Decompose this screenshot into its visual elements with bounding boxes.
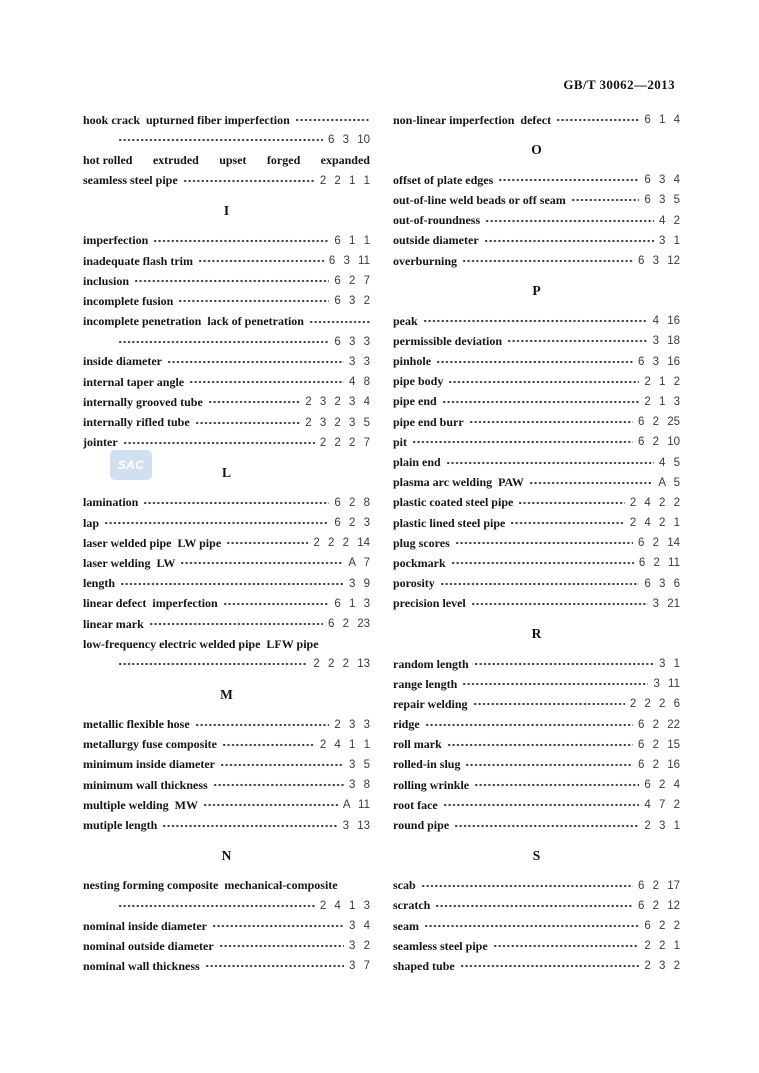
entry-ref: 6 2 10: [638, 436, 680, 449]
entry-ref: 6 3 2: [334, 295, 370, 308]
index-entry: [83, 291, 370, 311]
leader-dots: [412, 436, 633, 448]
entry-term: incomplete fusion: [83, 293, 174, 308]
index-column-left: [83, 110, 370, 977]
index-entry: [393, 654, 680, 674]
leader-dots: [167, 356, 344, 368]
entry-ref: 6 2 23: [328, 618, 370, 631]
entry-term: internally rifled tube: [83, 415, 190, 430]
entry-ref: 2 2 2 7: [319, 436, 370, 449]
entry-term: root face: [393, 797, 438, 812]
entry-term: laser welded pipe LW pipe: [83, 535, 222, 550]
entry-ref: 6 2 12: [638, 899, 680, 912]
leader-dots: [198, 255, 324, 267]
index-entry: [83, 493, 370, 513]
entry-term: imperfection: [83, 233, 149, 248]
entry-term: pockmark: [393, 555, 446, 570]
entry-term: pit: [393, 434, 408, 449]
entry-term: plain end: [393, 455, 441, 470]
index-entry: [83, 956, 370, 976]
leader-dots: [485, 215, 654, 227]
leader-dots: [518, 497, 625, 509]
leader-dots: [208, 396, 300, 408]
index-entry: [393, 715, 680, 735]
section-letter: N: [221, 847, 232, 863]
entry-term: incomplete penetration lack of penetration: [83, 314, 304, 329]
index-entry: [83, 110, 370, 130]
index-entry: [83, 271, 370, 291]
entry-ref: A 7: [348, 557, 370, 570]
leader-dots: [134, 275, 329, 287]
leader-dots: [309, 316, 370, 328]
entry-ref: 2 3 2 3 5: [305, 416, 370, 429]
leader-dots: [219, 940, 344, 952]
index-entry: [83, 231, 370, 251]
entry-ref: A 11: [342, 799, 370, 812]
leader-dots: [462, 678, 648, 690]
index-entry: [393, 896, 680, 916]
index-entry: [393, 170, 680, 190]
leader-dots: [195, 719, 330, 731]
index-entry: [393, 493, 680, 513]
leader-dots: [220, 759, 344, 771]
leader-dots: [460, 960, 640, 972]
index-entry: [393, 694, 680, 714]
entry-ref: 3 13: [342, 819, 370, 832]
entry-ref: 3 4: [349, 920, 370, 933]
entry-term: pipe end burr: [393, 414, 464, 429]
entry-ref: 2 4 1 3: [319, 899, 370, 912]
entry-ref: 3 3: [349, 355, 370, 368]
entry-term: lamination: [83, 495, 139, 510]
entry-ref: 3 9: [349, 577, 370, 590]
entry-ref: 6 3 12: [638, 255, 680, 268]
entry-term: nominal wall thickness: [83, 958, 200, 973]
index-entry: [393, 190, 680, 210]
index-entry: [393, 956, 680, 976]
index-entry: [83, 795, 370, 815]
leader-dots: [183, 175, 315, 187]
leader-dots: [118, 336, 329, 348]
entry-ref: 6 2 2: [644, 920, 680, 933]
leader-dots: [195, 417, 301, 429]
index-entry-continuation: [83, 654, 370, 674]
leader-dots: [222, 739, 315, 751]
index-entry: [83, 775, 370, 795]
leader-dots: [454, 820, 639, 832]
leader-dots: [474, 658, 654, 670]
entry-ref: 6 3 4: [644, 174, 680, 187]
leader-dots: [471, 598, 648, 610]
index-entry: [83, 150, 370, 170]
entry-ref: 6 3 11: [328, 255, 370, 268]
entry-term-word: hot rolled: [83, 152, 133, 167]
leader-dots: [226, 537, 308, 549]
leader-dots: [203, 799, 338, 811]
leader-dots: [529, 477, 653, 489]
entry-term: plasma arc welding PAW: [393, 475, 524, 490]
entry-ref: 6 2 4: [644, 779, 680, 792]
entry-ref: 6 2 25: [638, 416, 680, 429]
entry-ref: 2 3 1: [644, 819, 680, 832]
entry-term: porosity: [393, 576, 435, 591]
leader-dots: [189, 376, 344, 388]
index-entry: [83, 352, 370, 372]
entry-ref: 6 2 3: [334, 517, 370, 530]
entry-term: internally grooved tube: [83, 394, 203, 409]
index-entry: [393, 574, 680, 594]
leader-dots: [493, 940, 640, 952]
entry-term: mutiple length: [83, 818, 158, 833]
entry-term: scab: [393, 878, 416, 893]
entry-term: peak: [393, 313, 418, 328]
section-letter: I: [223, 202, 230, 218]
index-entry: [393, 916, 680, 936]
leader-dots: [123, 437, 315, 449]
index-entry: [83, 755, 370, 775]
index-entry: [393, 775, 680, 795]
index-entry: [83, 936, 370, 956]
entry-term: nesting forming composite mechanical-composite: [83, 878, 338, 893]
leader-dots: [556, 114, 639, 126]
entry-term: minimum inside diameter: [83, 757, 215, 772]
entry-ref: 3 8: [349, 779, 370, 792]
entry-term: linear mark: [83, 616, 144, 631]
entry-ref: 6 2 15: [638, 738, 680, 751]
leader-dots: [571, 194, 640, 206]
leader-dots: [118, 900, 315, 912]
entry-term: inside diameter: [83, 354, 162, 369]
index-entry: [393, 211, 680, 231]
entry-ref: 6 3 5: [644, 194, 680, 207]
index-entry: [83, 594, 370, 614]
entry-ref: 6 2 8: [334, 496, 370, 509]
entry-term: lap: [83, 515, 100, 530]
entry-term: rolling wrinkle: [393, 777, 470, 792]
entry-ref: 6 1 3: [334, 597, 370, 610]
leader-dots: [423, 315, 648, 327]
index-entry: [393, 876, 680, 896]
entry-ref: 2 3 3: [334, 718, 370, 731]
entry-term: seam: [393, 918, 419, 933]
entry-term: metallurgy fuse composite: [83, 737, 217, 752]
leader-dots: [118, 658, 308, 670]
leader-dots: [104, 517, 329, 529]
leader-dots: [223, 598, 330, 610]
index-entry: [393, 311, 680, 331]
entry-ref: 4 7 2: [644, 799, 680, 812]
entry-term: offset of plate edges: [393, 172, 494, 187]
index-entry-continuation: [83, 171, 370, 191]
leader-dots: [455, 537, 633, 549]
entry-term: out-of-roundness: [393, 213, 481, 228]
entry-term: plastic lined steel pipe: [393, 515, 506, 530]
entry-ref: 6 3 3: [334, 335, 370, 348]
index-entry: [393, 110, 680, 130]
index-entry: [393, 372, 680, 392]
entry-term: shaped tube: [393, 958, 455, 973]
entry-ref: 2 1 3: [644, 395, 680, 408]
index-entry: [393, 735, 680, 755]
entry-ref: 6 3 16: [638, 355, 680, 368]
leader-dots: [153, 235, 329, 247]
entry-term: length: [83, 576, 116, 591]
entry-ref: 6 1 4: [644, 114, 680, 127]
index-entry: [83, 916, 370, 936]
entry-ref: 3 2: [349, 940, 370, 953]
entry-ref: 3 5: [349, 758, 370, 771]
leader-dots: [212, 920, 344, 932]
index-entry: [393, 795, 680, 815]
leader-dots: [451, 557, 634, 569]
entry-term: rolled-in slug: [393, 757, 461, 772]
section-letter: R: [531, 625, 542, 641]
entry-term: hook crack upturned fiber imperfection: [83, 112, 290, 127]
leader-dots: [465, 759, 633, 771]
entry-term: pipe body: [393, 374, 444, 389]
entry-ref: 2 3 2 3 4: [305, 396, 370, 409]
entry-ref: 2 4 1 1: [319, 738, 370, 751]
entry-term: nominal outside diameter: [83, 938, 214, 953]
index-entry: [393, 392, 680, 412]
index-entry: [393, 452, 680, 472]
leader-dots: [421, 880, 633, 892]
index-entry: [83, 513, 370, 533]
entry-term-word: forged: [266, 152, 301, 167]
sac-watermark-text: SAC: [117, 458, 145, 472]
entry-term: minimum wall thickness: [83, 777, 208, 792]
section-letter: S: [532, 847, 541, 863]
entry-term: scratch: [393, 898, 431, 913]
index-entry: [83, 735, 370, 755]
leader-dots: [442, 396, 640, 408]
leader-dots: [295, 114, 370, 126]
entry-ref: 2 2 2 13: [313, 658, 370, 671]
index-entry: [83, 433, 370, 453]
entry-term: round pipe: [393, 818, 450, 833]
leader-dots: [446, 457, 654, 469]
index-entry: [83, 876, 370, 896]
entry-ref: 3 18: [652, 335, 680, 348]
leader-dots: [447, 739, 633, 751]
entry-term: seamless steel pipe: [393, 938, 488, 953]
entry-ref: 6 2 11: [638, 557, 680, 570]
entry-ref: 4 2: [659, 214, 680, 227]
leader-dots: [484, 235, 654, 247]
entry-ref: 4 5: [659, 456, 680, 469]
section-letter: O: [531, 142, 542, 158]
index-entry: [393, 553, 680, 573]
entry-ref: 6 2 14: [638, 537, 680, 550]
entry-ref: 3 1: [659, 234, 680, 247]
index-entry: [393, 815, 680, 835]
section-letter: P: [532, 283, 541, 299]
entry-term: jointer: [83, 435, 118, 450]
index-entry: [83, 251, 370, 271]
entry-term: out-of-line weld beads or off seam: [393, 192, 566, 207]
leader-dots: [205, 960, 344, 972]
entry-ref: 6 2 17: [638, 879, 680, 892]
entry-term: random length: [393, 656, 469, 671]
entry-term: outside diameter: [393, 233, 479, 248]
index-entry: [83, 372, 370, 392]
entry-term: internal taper angle: [83, 374, 185, 389]
entry-ref: 2 3 2: [644, 960, 680, 973]
leader-dots: [120, 578, 344, 590]
leader-dots: [149, 618, 323, 630]
entry-ref: 2 2 2 14: [313, 537, 370, 550]
entry-term: repair welding: [393, 696, 468, 711]
entry-ref: 4 8: [349, 376, 370, 389]
leader-dots: [462, 255, 633, 267]
entry-term: linear defect imperfection: [83, 596, 218, 611]
leader-dots: [162, 820, 337, 832]
entry-term: overburning: [393, 253, 458, 268]
leader-dots: [424, 920, 639, 932]
entry-term: seamless steel pipe: [83, 173, 178, 188]
entry-ref: 6 2 7: [334, 275, 370, 288]
entry-ref: 6 3 10: [328, 134, 370, 147]
entry-term: metallic flexible hose: [83, 717, 190, 732]
entry-ref: 2 2 1 1: [319, 174, 370, 187]
leader-dots: [440, 578, 640, 590]
index-entry: [83, 412, 370, 432]
entry-ref: 2 4 2 2: [629, 496, 680, 509]
index-entry-continuation: [83, 896, 370, 916]
entry-ref: 6 2 22: [638, 718, 680, 731]
entry-term: nominal inside diameter: [83, 918, 208, 933]
entry-ref: 2 4 2 1: [629, 517, 680, 530]
entry-term: roll mark: [393, 737, 442, 752]
index-entry: [83, 815, 370, 835]
index-entry-continuation: [83, 130, 370, 150]
entry-term: precision level: [393, 596, 466, 611]
index-entry-continuation: [83, 332, 370, 352]
index-entry: [393, 533, 680, 553]
entry-ref: 2 2 2 6: [629, 698, 680, 711]
leader-dots: [510, 517, 624, 529]
entry-term: ridge: [393, 717, 420, 732]
entry-term: permissible deviation: [393, 333, 503, 348]
index-entry: [393, 755, 680, 775]
index-columns: [83, 110, 680, 977]
index-entry: [83, 634, 370, 654]
entry-term: range length: [393, 676, 458, 691]
entry-ref: 6 3 6: [644, 577, 680, 590]
entry-term: multiple welding MW: [83, 797, 199, 812]
entry-term: inclusion: [83, 273, 130, 288]
entry-term: inadequate flash trim: [83, 253, 194, 268]
leader-dots: [473, 698, 625, 710]
index-entry: [393, 331, 680, 351]
leader-dots: [435, 900, 633, 912]
index-entry: [393, 251, 680, 271]
leader-dots: [213, 779, 344, 791]
leader-dots: [469, 416, 633, 428]
entry-ref: 3 21: [652, 597, 680, 610]
leader-dots: [448, 376, 639, 388]
index-entry: [393, 473, 680, 493]
leader-dots: [143, 497, 329, 509]
index-entry: [83, 533, 370, 553]
index-entry: [393, 352, 680, 372]
index-entry: [83, 392, 370, 412]
entry-term: plug scores: [393, 535, 450, 550]
index-entry: [393, 513, 680, 533]
index-entry: [393, 674, 680, 694]
entry-ref: 4 16: [652, 315, 680, 328]
entry-ref: 3 7: [349, 960, 370, 973]
entry-term: laser welding LW: [83, 555, 176, 570]
leader-dots: [178, 295, 329, 307]
leader-dots: [443, 799, 640, 811]
standard-number: GB/T 30062—2013: [563, 77, 675, 92]
entry-ref: 2 1 2: [644, 375, 680, 388]
index-entry: [83, 553, 370, 573]
leader-dots: [425, 719, 633, 731]
entry-term: plastic coated steel pipe: [393, 495, 514, 510]
entry-ref: 2 2 1: [644, 940, 680, 953]
section-letter: M: [220, 686, 233, 702]
index-entry: [393, 432, 680, 452]
leader-dots: [180, 557, 343, 569]
leader-dots: [474, 779, 639, 791]
entry-ref: A 5: [658, 476, 680, 489]
index-entry: [393, 936, 680, 956]
entry-term-word: upset: [219, 152, 247, 167]
leader-dots: [118, 134, 323, 146]
entry-term: pipe end: [393, 394, 437, 409]
leader-dots: [507, 335, 648, 347]
index-entry: [393, 594, 680, 614]
index-entry: [83, 715, 370, 735]
entry-term: low-frequency electric welded pipe LFW pipe: [83, 636, 319, 651]
entry-ref: 3 11: [653, 678, 680, 691]
index-entry: [83, 312, 370, 332]
leader-dots: [436, 356, 633, 368]
entry-ref: 3 1: [659, 658, 680, 671]
section-letter: L: [221, 464, 231, 480]
entry-term-word: extruded: [152, 152, 199, 167]
index-entry: [83, 614, 370, 634]
entry-term-word: expanded: [320, 152, 370, 167]
leader-dots: [498, 174, 639, 186]
index-entry: [83, 574, 370, 594]
index-entry: [393, 412, 680, 432]
entry-term: pinhole: [393, 354, 432, 369]
entry-ref: 6 2 16: [638, 758, 680, 771]
index-column-right: [393, 110, 680, 977]
entry-ref: 6 1 1: [334, 234, 370, 247]
entry-term: non-linear imperfection defect: [393, 112, 552, 127]
index-entry: [393, 231, 680, 251]
